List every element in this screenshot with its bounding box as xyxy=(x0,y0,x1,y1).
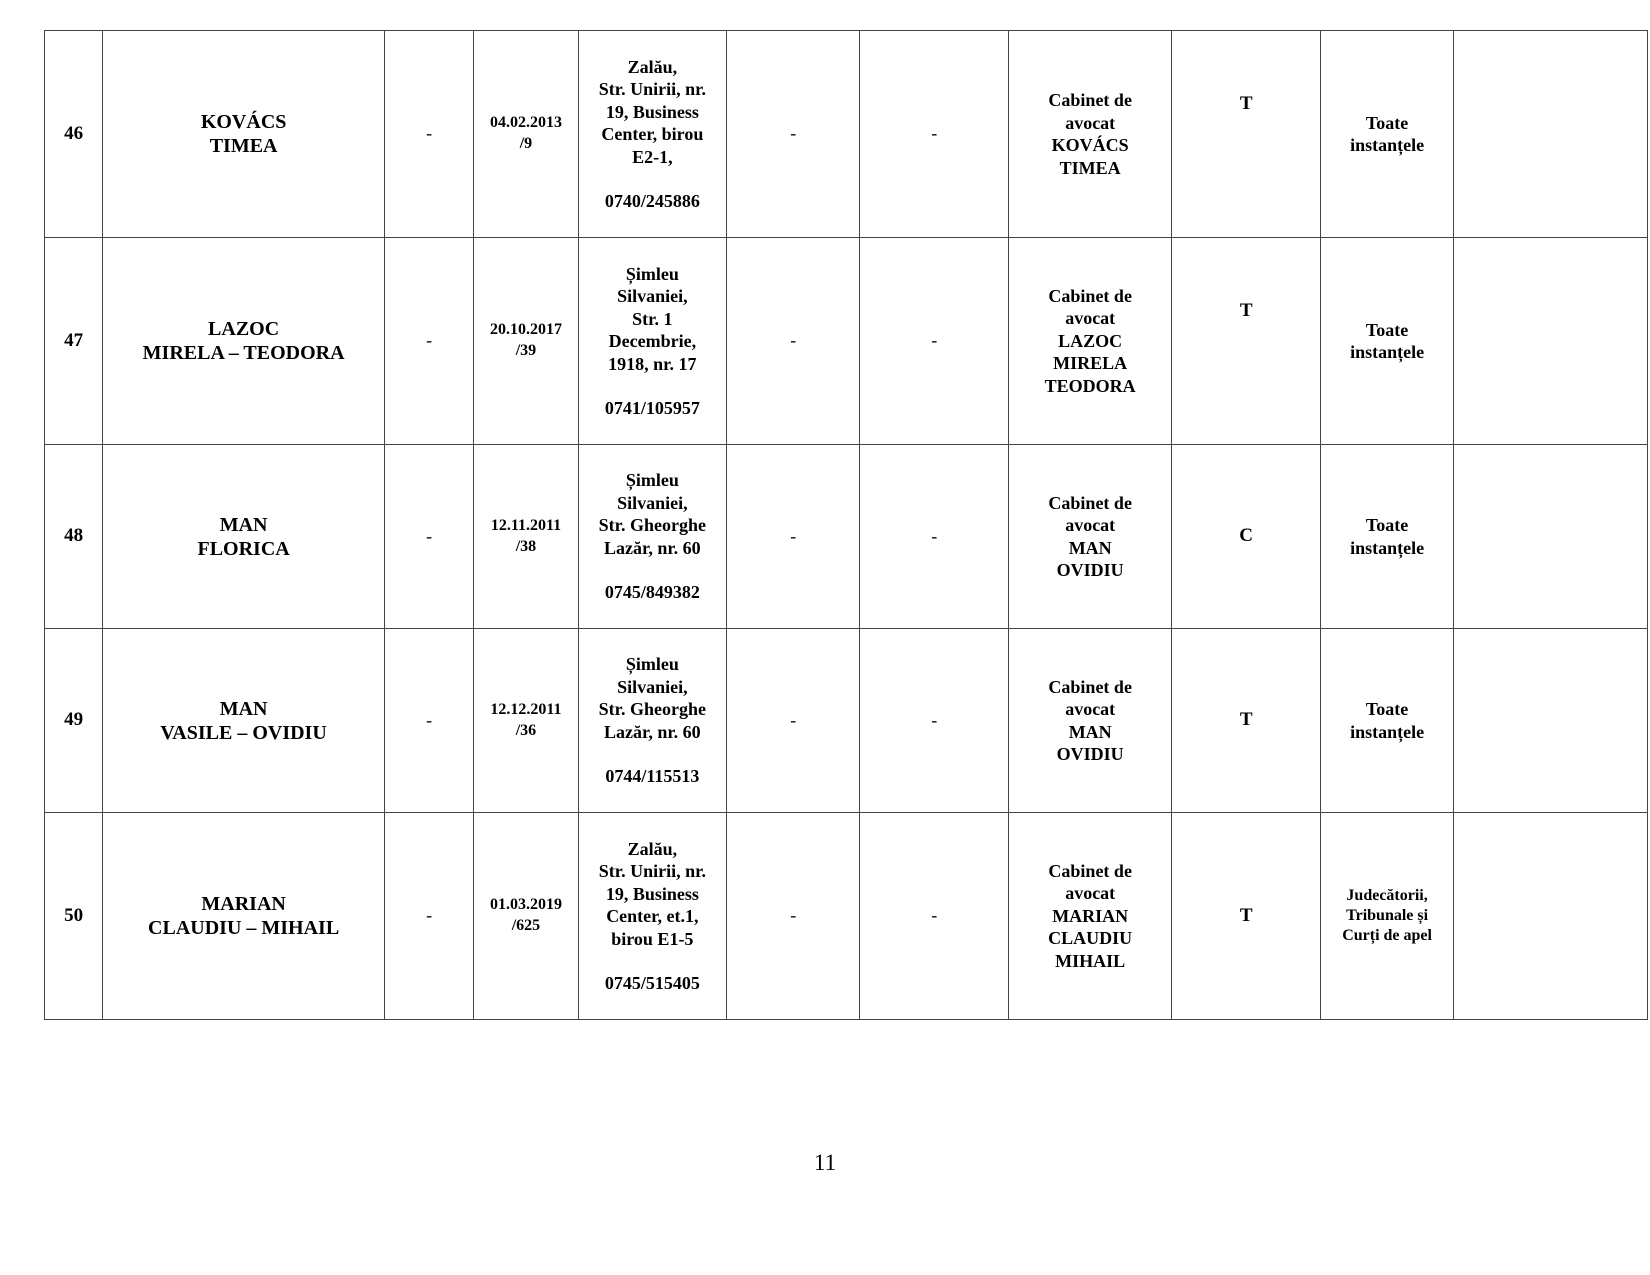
practice-form xyxy=(1008,629,1172,813)
empty-cell xyxy=(1454,629,1648,813)
address-cell-line: 19, Business xyxy=(605,101,699,122)
registration-date-line: 01.03.2019 xyxy=(489,896,562,914)
empty-cell xyxy=(1454,238,1648,445)
registration-date-line: /36 xyxy=(515,721,537,739)
phone-number: 0745/849382 xyxy=(604,582,700,603)
practice-form xyxy=(1008,813,1172,1020)
practice-form-line: Cabinet de xyxy=(1048,860,1132,881)
courts-cell-line: Tribunale și xyxy=(1346,907,1429,924)
row-number: 48 xyxy=(45,445,103,629)
practice-form-line: MIHAIL xyxy=(1055,950,1126,971)
row-number: 47 xyxy=(45,238,103,445)
practice-form-line: avocat xyxy=(1065,515,1116,535)
row-number: 46 xyxy=(45,31,103,238)
practice-form-line: avocat xyxy=(1065,308,1116,329)
phone-number: 0744/115513 xyxy=(605,766,700,787)
practice-form-line: CLAUDIU xyxy=(1048,928,1133,949)
address-cell-line: Lazăr, nr. 60 xyxy=(604,537,701,558)
lawyer-name xyxy=(103,31,385,238)
empty-cell xyxy=(1454,813,1648,1020)
empty-dash-cell: - xyxy=(860,629,1008,813)
practice-form-line: Cabinet de xyxy=(1048,676,1132,697)
registration-date xyxy=(474,445,578,629)
practice-form xyxy=(1008,238,1172,445)
empty-dash-cell: - xyxy=(727,445,860,629)
lawyer-name-line: MIRELA – TEODORA xyxy=(142,342,345,364)
address-cell-line: Șimleu xyxy=(625,263,679,284)
table-row xyxy=(45,813,1648,1020)
empty-dash-cell: - xyxy=(860,238,1008,445)
category-cell: C xyxy=(1172,445,1320,629)
registration-date xyxy=(474,629,578,813)
address-cell-line: Șimleu xyxy=(625,654,679,675)
table-body xyxy=(45,31,1648,1020)
address-cell-line: Str. Gheorghe xyxy=(598,699,707,720)
lawyer-name xyxy=(103,813,385,1020)
registration-date-line: /39 xyxy=(515,342,537,359)
category-cell: T xyxy=(1172,813,1320,1020)
practice-form-line: TIMEA xyxy=(1059,157,1121,178)
address-cell-line: Center, et.1, xyxy=(606,906,699,926)
courts-cell-line: Toate xyxy=(1365,699,1409,719)
address-cell-line: Zalău, xyxy=(627,838,678,859)
lawyer-name-line: LAZOC xyxy=(208,318,280,340)
empty-dash-cell: - xyxy=(727,813,860,1020)
address-cell-line: Str. Unirii, nr. xyxy=(598,79,706,99)
lawyer-name-line: KOVÁCS xyxy=(200,111,287,133)
table-row xyxy=(45,238,1648,445)
practice-form xyxy=(1008,445,1172,629)
address-cell-line: Silvaniei, xyxy=(617,676,688,697)
registration-date xyxy=(474,813,578,1020)
registration-date-line: /625 xyxy=(511,917,541,934)
empty-dash-cell: - xyxy=(727,31,860,238)
practice-form-line: Cabinet de xyxy=(1048,90,1132,110)
table-row xyxy=(45,629,1648,813)
lawyer-name-line: TIMEA xyxy=(209,135,278,157)
phone-number: 0740/245886 xyxy=(604,191,700,211)
lawyer-name xyxy=(103,238,385,445)
practice-form-line: KOVÁCS xyxy=(1051,135,1129,155)
address-cell-line: Decembrie, xyxy=(608,331,697,351)
lawyer-name-line: MAN xyxy=(219,513,268,536)
address-cell-line: Lazăr, nr. 60 xyxy=(604,721,701,742)
phone-number: 0745/515405 xyxy=(604,973,700,993)
empty-dash-cell: - xyxy=(385,813,474,1020)
category-cell: T xyxy=(1172,238,1320,445)
row-number: 49 xyxy=(45,629,103,813)
courts-cell-line: Toate xyxy=(1365,515,1409,535)
practice-form-line: OVIDIU xyxy=(1056,744,1124,764)
empty-dash-cell: - xyxy=(860,445,1008,629)
table-row xyxy=(45,445,1648,629)
address-cell xyxy=(578,31,726,238)
empty-dash-cell: - xyxy=(385,31,474,238)
table-row xyxy=(45,31,1648,238)
address-cell xyxy=(578,238,726,445)
registration-date-line: /38 xyxy=(515,537,537,555)
empty-dash-cell: - xyxy=(385,238,474,445)
empty-dash-cell: - xyxy=(860,31,1008,238)
lawyer-name-line: MARIAN xyxy=(201,893,286,915)
courts-cell xyxy=(1320,238,1453,445)
courts-cell-line: instanțele xyxy=(1350,135,1425,155)
practice-form-line: MARIAN xyxy=(1052,905,1129,926)
courts-cell xyxy=(1320,813,1453,1020)
courts-cell-line: instanțele xyxy=(1350,342,1425,362)
courts-cell xyxy=(1320,445,1453,629)
address-cell-line: birou E1-5 xyxy=(611,928,694,949)
address-cell-line: 1918, nr. 17 xyxy=(608,353,697,374)
courts-cell xyxy=(1320,31,1453,238)
practice-form-line: LAZOC xyxy=(1058,330,1123,351)
address-cell-line: Silvaniei, xyxy=(617,492,688,513)
empty-dash-cell: - xyxy=(385,629,474,813)
phone-number: 0741/105957 xyxy=(604,398,700,418)
registration-date-line: 12.12.2011 xyxy=(490,700,562,718)
lawyer-name-line: CLAUDIU – MIHAIL xyxy=(148,917,340,939)
practice-form-line: avocat xyxy=(1065,883,1116,904)
practice-form-line: MAN xyxy=(1068,537,1112,558)
empty-dash-cell: - xyxy=(727,629,860,813)
empty-cell xyxy=(1454,31,1648,238)
address-cell xyxy=(578,445,726,629)
category-cell: T xyxy=(1172,31,1320,238)
courts-cell-line: Toate xyxy=(1365,319,1409,340)
address-cell-line: Silvaniei, xyxy=(617,286,688,306)
page-number: 11 xyxy=(813,1150,837,1175)
address-cell-line: 19, Business xyxy=(605,883,699,904)
empty-dash-cell: - xyxy=(860,813,1008,1020)
address-cell xyxy=(578,813,726,1020)
courts-cell-line: Curți de apel xyxy=(1342,927,1432,944)
practice-form-line: OVIDIU xyxy=(1056,560,1124,580)
address-cell-line: E2-1, xyxy=(632,146,673,167)
courts-cell-line: instanțele xyxy=(1350,721,1425,742)
practice-form-line: avocat xyxy=(1065,699,1116,719)
practice-form-line: Cabinet de xyxy=(1048,492,1132,513)
courts-cell-line: Judecătorii, xyxy=(1346,887,1428,904)
courts-cell-line: instanțele xyxy=(1350,537,1425,558)
practice-form-line: MIRELA xyxy=(1053,353,1128,374)
registration-date-line: 20.10.2017 xyxy=(489,321,562,339)
practice-form-line: TEODORA xyxy=(1044,375,1136,396)
address-cell-line: Center, birou xyxy=(601,124,704,144)
registration-date-line: 04.02.2013 xyxy=(489,114,562,132)
practice-form-line: MAN xyxy=(1068,721,1112,742)
lawyers-table-wrapper xyxy=(44,30,1648,1020)
lawyer-name xyxy=(103,445,385,629)
practice-form-line: Cabinet de xyxy=(1048,285,1132,306)
lawyer-name-line: MAN xyxy=(219,697,268,720)
registration-date-line: 12.11.2011 xyxy=(490,516,562,534)
practice-form-line: avocat xyxy=(1065,112,1116,133)
courts-cell-line: Toate xyxy=(1365,112,1409,133)
registration-date xyxy=(474,238,578,445)
lawyers-table xyxy=(44,30,1648,1020)
address-cell-line: Str. Gheorghe xyxy=(598,515,707,536)
address-cell-line: Șimleu xyxy=(625,470,679,491)
practice-form xyxy=(1008,31,1172,238)
courts-cell xyxy=(1320,629,1453,813)
address-cell-line: Str. 1 xyxy=(632,308,673,329)
empty-dash-cell: - xyxy=(385,445,474,629)
lawyer-name-line: VASILE – OVIDIU xyxy=(160,721,327,744)
category-cell: T xyxy=(1172,629,1320,813)
lawyer-name xyxy=(103,629,385,813)
empty-cell xyxy=(1454,445,1648,629)
address-cell-line: Str. Unirii, nr. xyxy=(598,861,706,881)
empty-dash-cell: - xyxy=(727,238,860,445)
lawyer-name-line: FLORICA xyxy=(197,537,290,560)
row-number: 50 xyxy=(45,813,103,1020)
address-cell-line: Zalău, xyxy=(627,56,678,77)
registration-date-line: /9 xyxy=(519,135,533,152)
address-cell xyxy=(578,629,726,813)
registration-date xyxy=(474,31,578,238)
